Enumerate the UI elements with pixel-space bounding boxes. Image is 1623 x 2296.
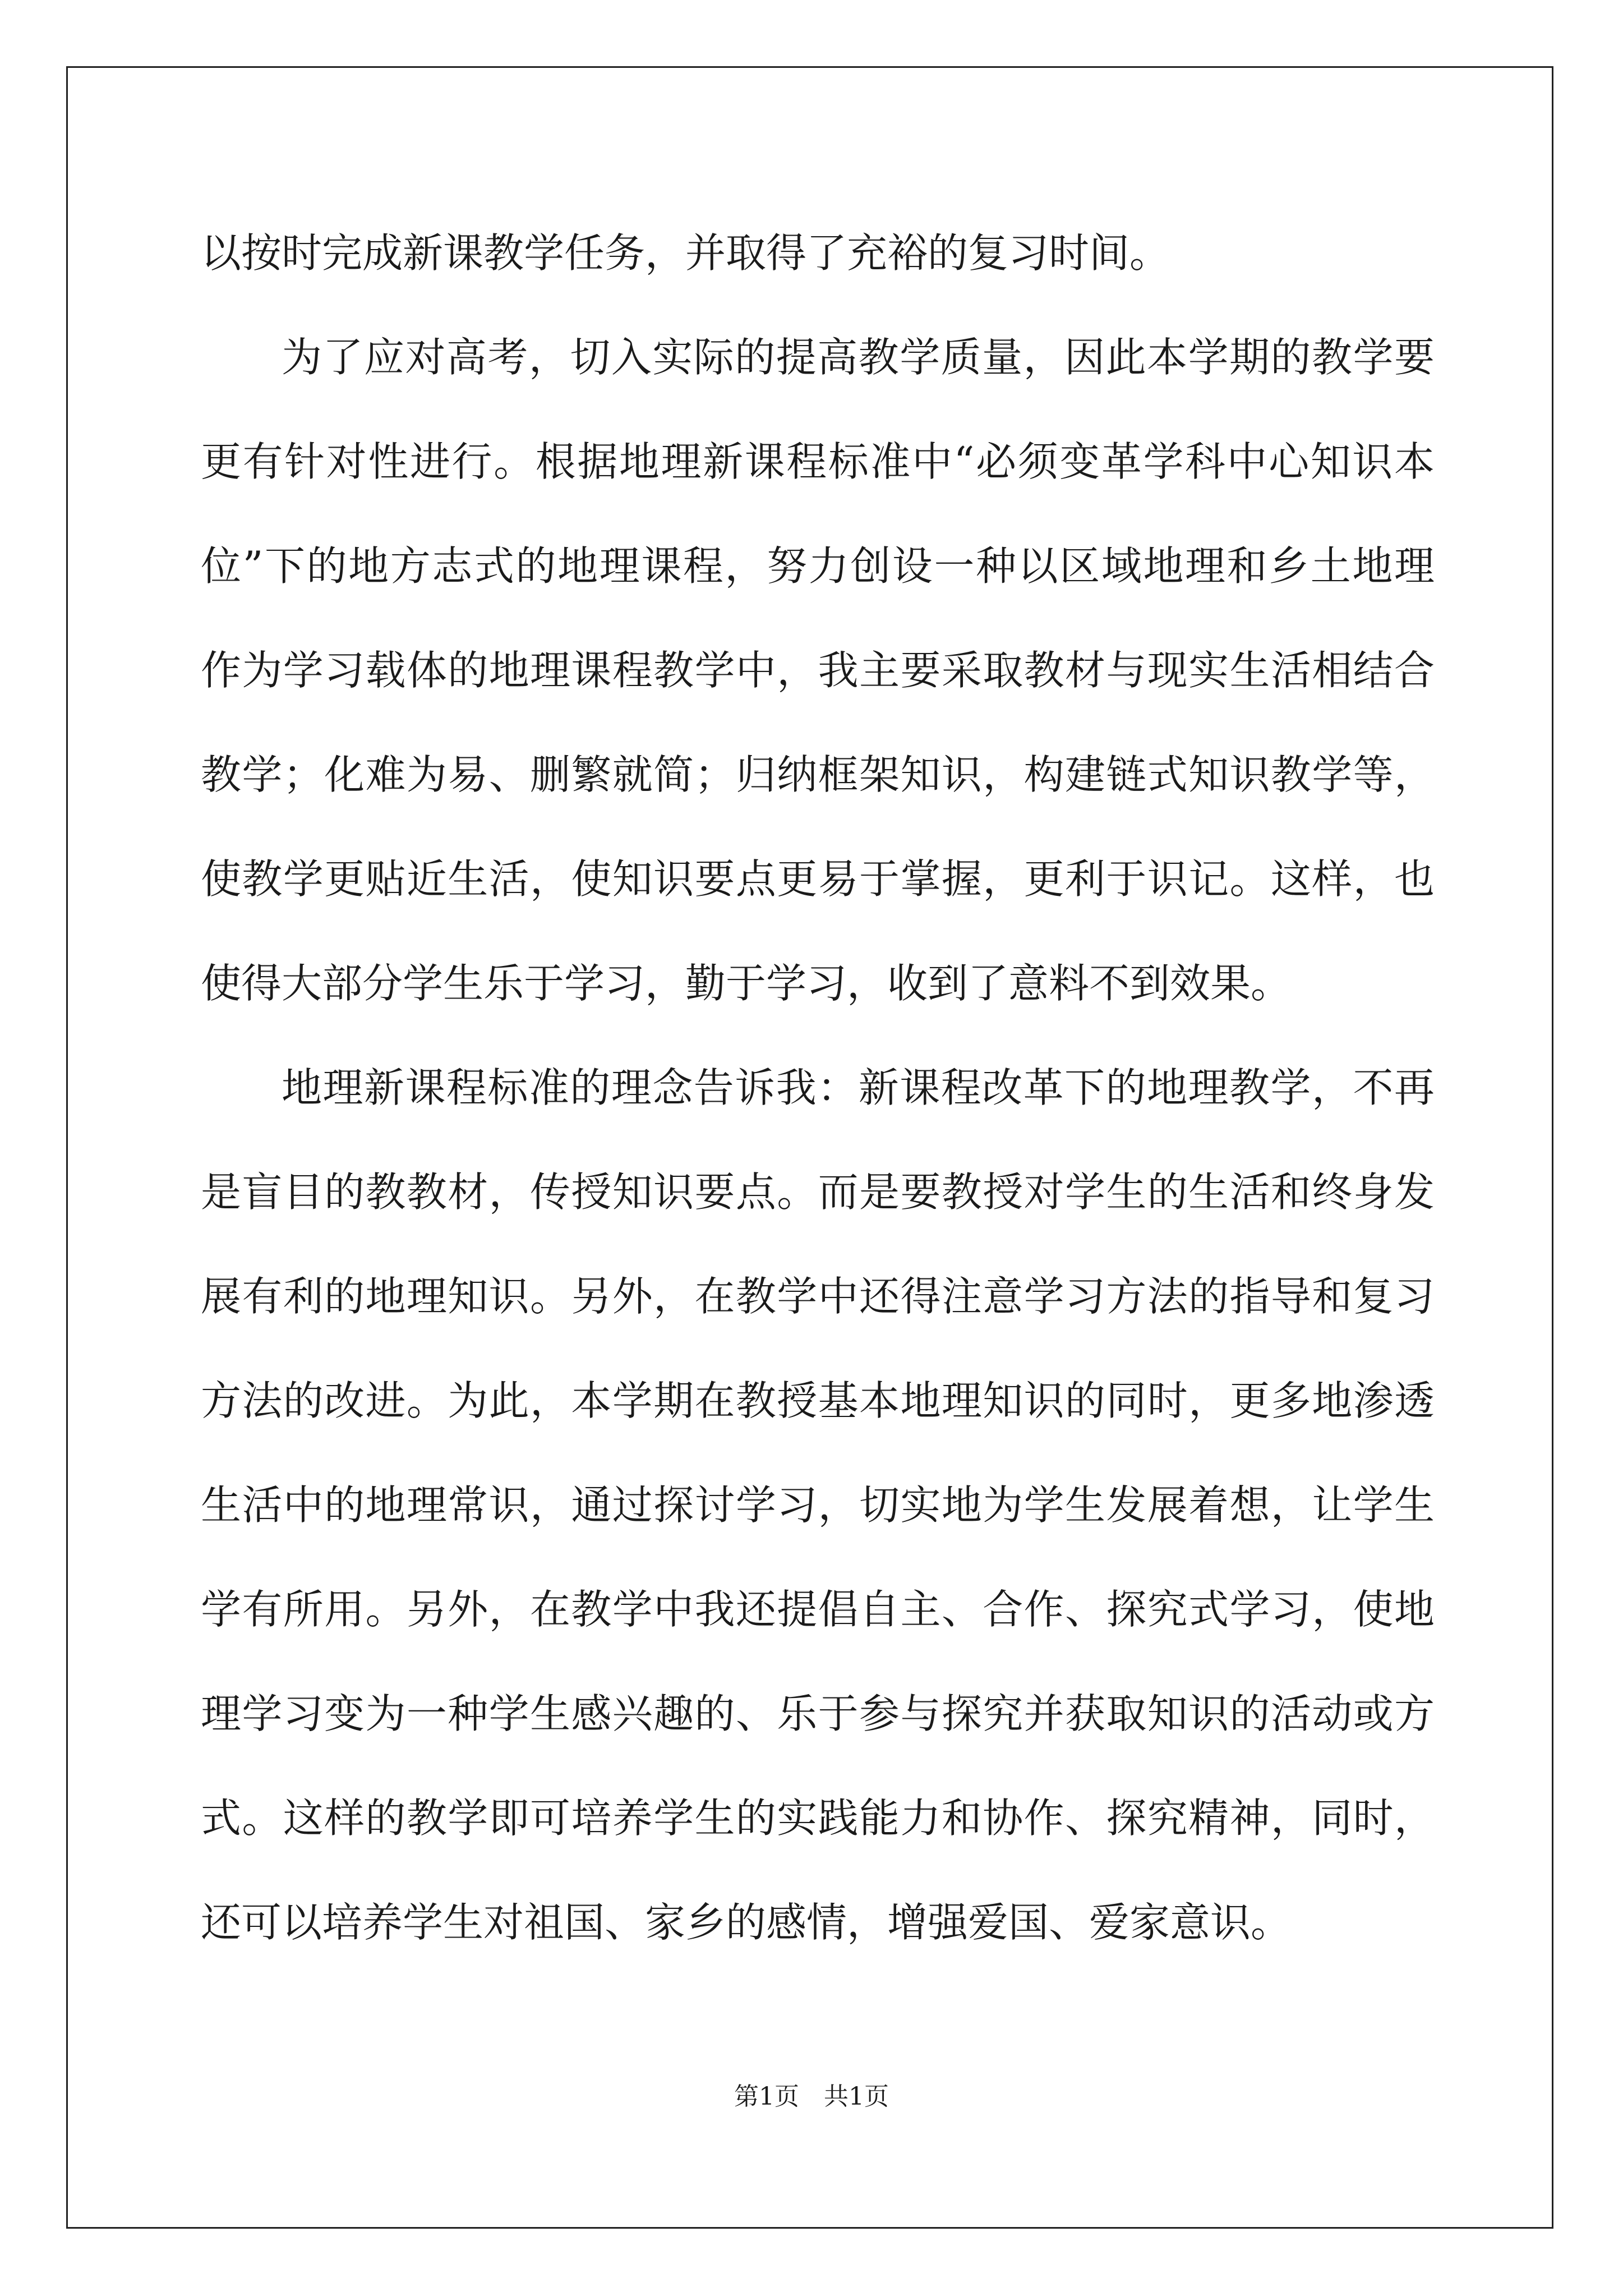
text-line: 生活中的地理常识，通过探讨学习，切实地为学生发展着想，让学生 <box>201 1481 1435 1529</box>
text-line: 方法的改进。为此，本学期在教授基本地理知识的同时，更多地渗透 <box>201 1377 1435 1424</box>
text-line: 位”下的地方志式的地理课程，努力创设一种以区域地理和乡土地理 <box>201 542 1435 590</box>
text-line: 还可以培养学生对祖国、家乡的感情，增强爱国、爱家意识。 <box>201 1899 1292 1946</box>
text-line: 式。这样的教学即可培养学生的实践能力和协作、探究精神，同时， <box>201 1795 1435 1842</box>
text-line: 使得大部分学生乐于学习，勤于学习，收到了意料不到效果。 <box>201 960 1292 1007</box>
document-body <box>201 201 1435 1975</box>
text-line: 地理新课程标准的理念告诉我：新课程改革下的地理教学，不再 <box>282 1064 1435 1111</box>
page-number: 第1页 <box>734 2082 799 2111</box>
text-line: 使教学更贴近生活，使知识要点更易于掌握，更利于识记。这样，也 <box>201 855 1435 903</box>
text-line: 理学习变为一种学生感兴趣的、乐于参与探究并获取知识的活动或方 <box>201 1690 1435 1737</box>
page-count: 共1页 <box>824 2082 889 2111</box>
text-line: 为了应对高考，切入实际的提高教学质量，因此本学期的教学要 <box>282 334 1435 381</box>
text-line: 学有所用。另外，在教学中我还提倡自主、合作、探究式学习，使地 <box>201 1586 1435 1633</box>
text-line: 作为学习载体的地理课程教学中，我主要采取教材与现实生活相结合 <box>201 647 1435 694</box>
text-line: 以按时完成新课教学任务，并取得了充裕的复习时间。 <box>201 229 1170 277</box>
text-line: 展有利的地理知识。另外，在教学中还得注意学习方法的指导和复习 <box>201 1273 1435 1320</box>
text-line: 是盲目的教教材，传授知识要点。而是要教授对学生的生活和终身发 <box>201 1168 1435 1216</box>
text-line: 教学；化难为易、删繁就简；归纳框架知识，构建链式知识教学等， <box>201 751 1435 798</box>
page-footer <box>0 2080 1623 2114</box>
text-line: 更有针对性进行。根据地理新课程标准中“必须变革学科中心知识本 <box>201 438 1435 485</box>
